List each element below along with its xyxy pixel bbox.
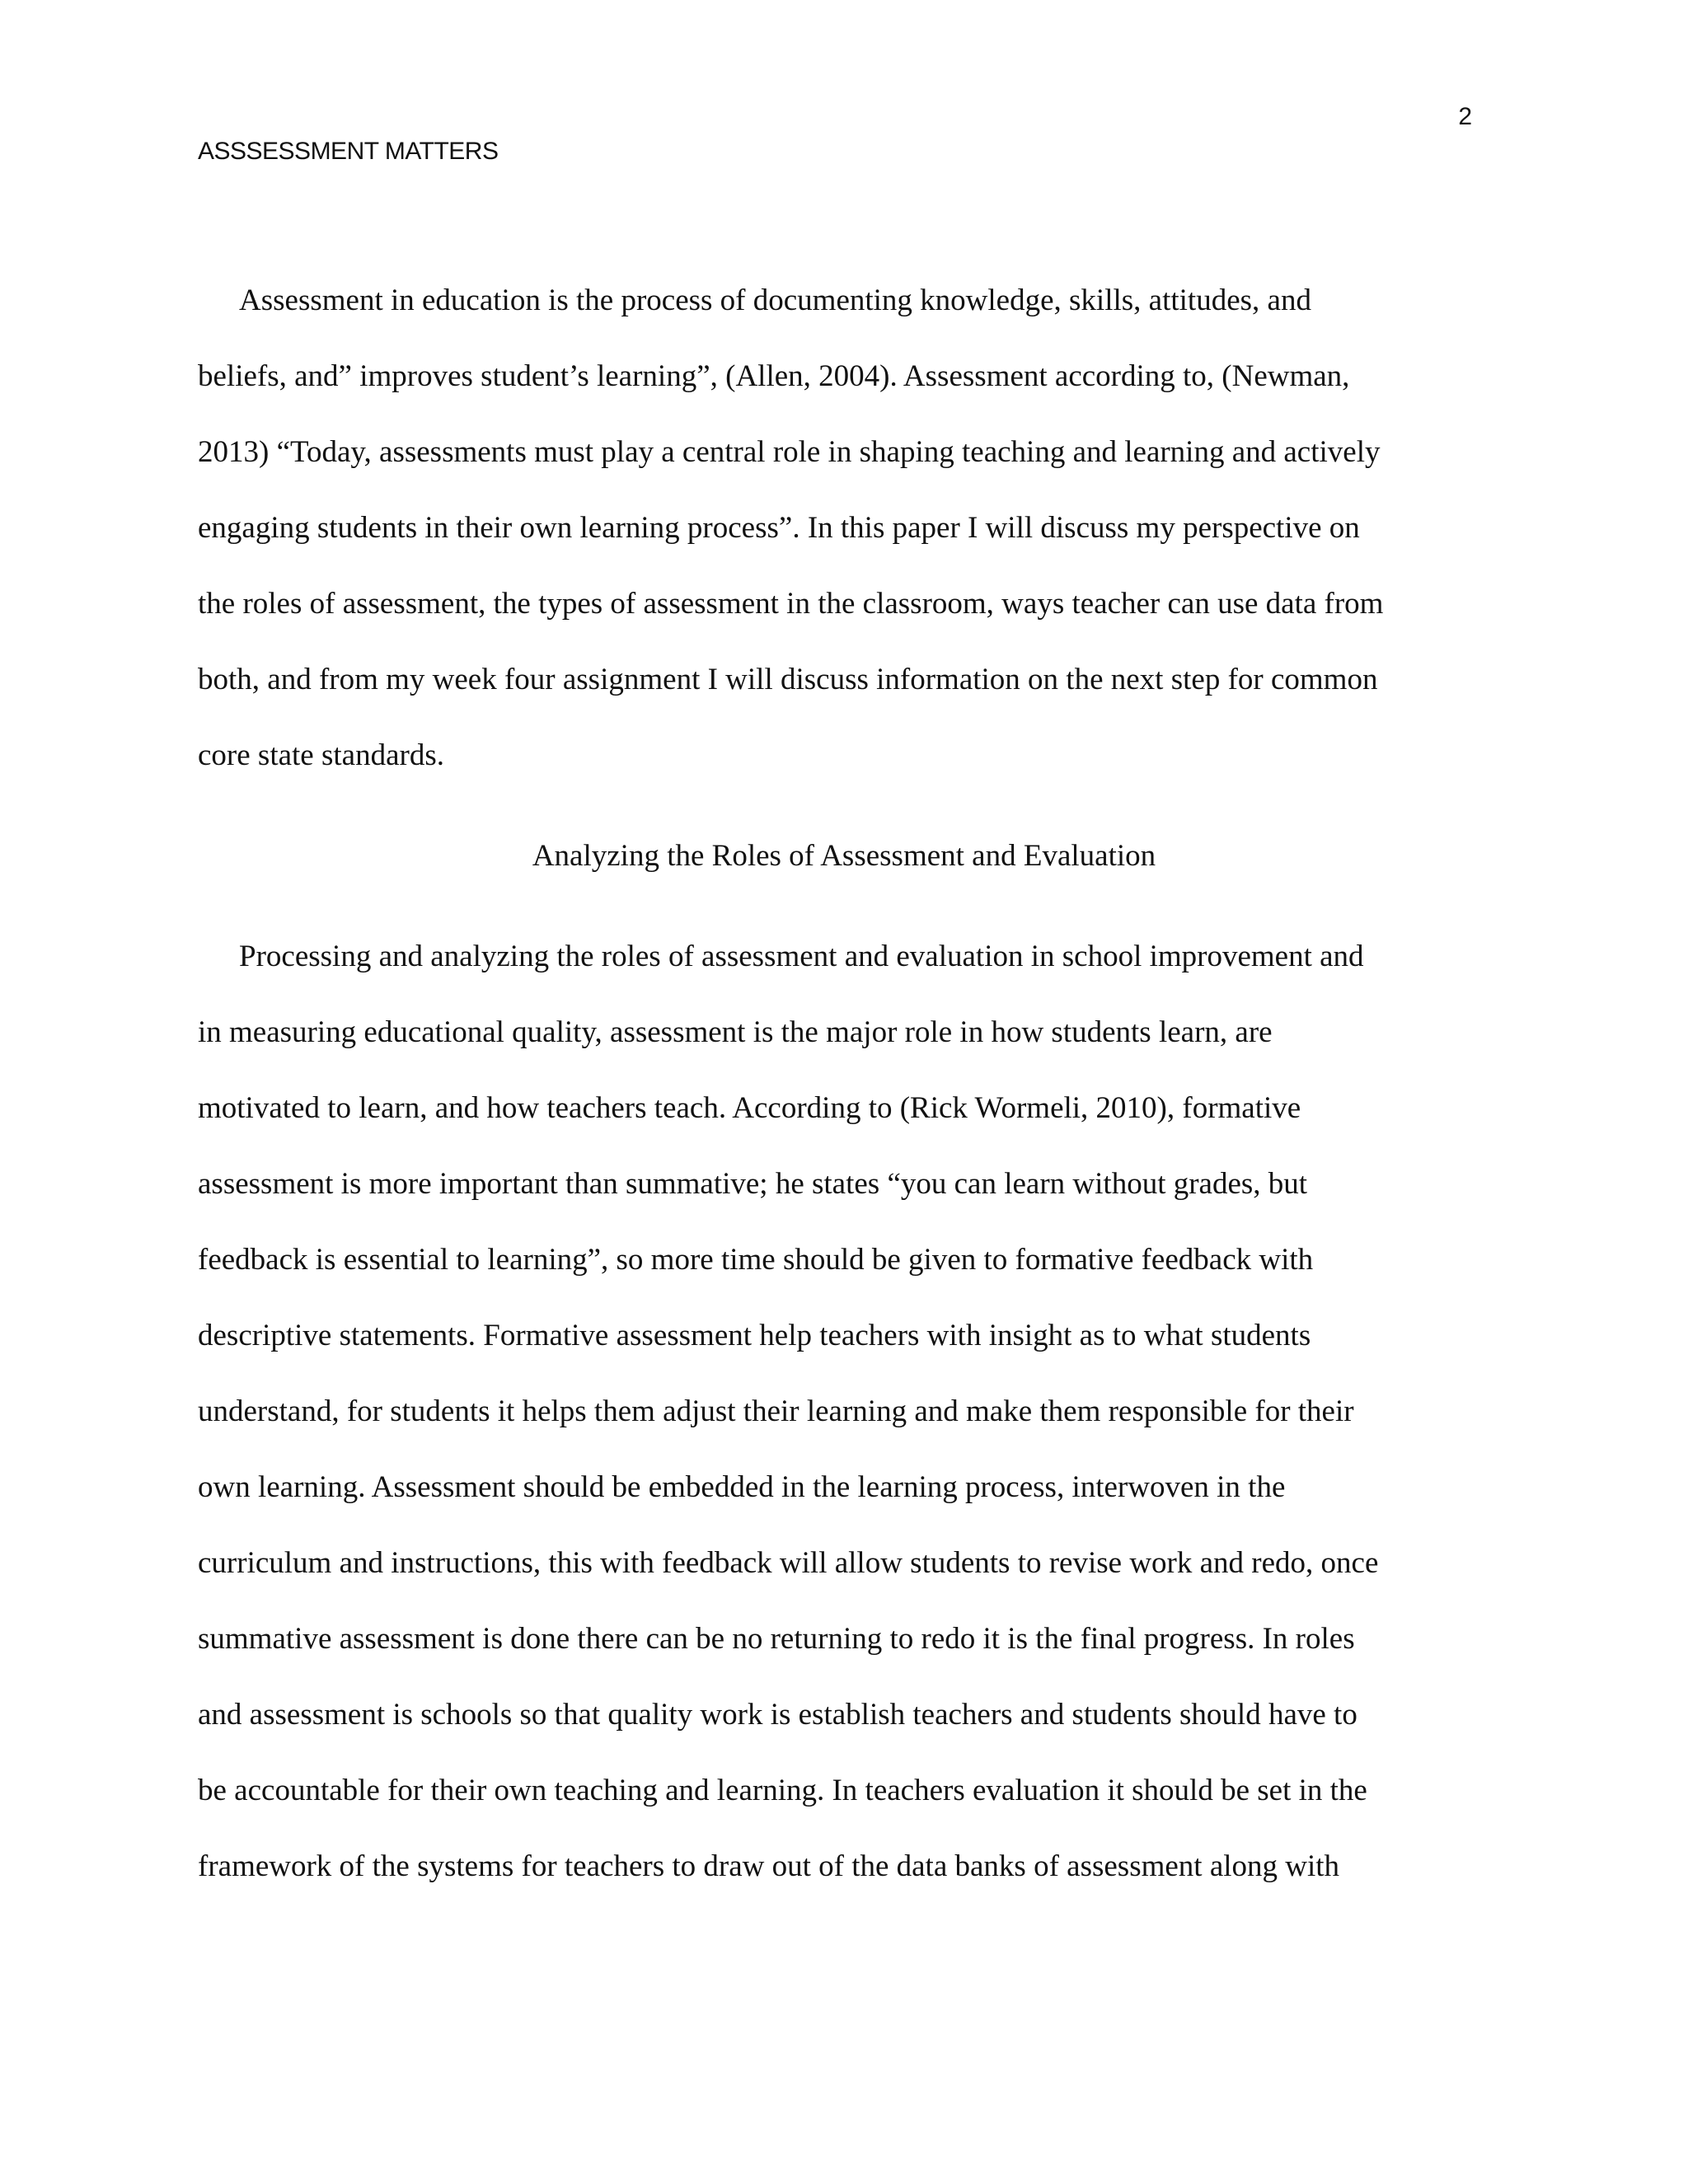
paragraph-2-line: in measuring educational quality, assessment is the major role in how students learn, are <box>198 1015 1273 1049</box>
paragraph-2-line: motivated to learn, and how teachers teach. According to (Rick Wormeli, 2010), formative <box>198 1091 1301 1125</box>
paragraph-2-line: understand, for students it helps them adjust their learning and make them responsible for their <box>198 1394 1354 1428</box>
paragraph-2-line: descriptive statements. Formative assessment help teachers with insight as to what students <box>198 1319 1311 1352</box>
paragraph-1-line: Assessment in education is the process of documenting knowledge, skills, attitudes, and <box>239 284 1311 317</box>
paragraph-2-line: Processing and analyzing the roles of assessment and evaluation in school improvement and <box>239 940 1364 973</box>
section-heading: Analyzing the Roles of Assessment and Evaluation <box>532 839 1156 873</box>
page-number: 2 <box>1458 103 1472 130</box>
paragraph-2-line: feedback is essential to learning”, so more time should be given to formative feedback with <box>198 1243 1314 1277</box>
running-head: ASSSESSMENT MATTERS <box>198 138 499 165</box>
paragraph-2-line: own learning. Assessment should be embedded in the learning process, interwoven in the <box>198 1470 1286 1504</box>
paragraph-2-line: and assessment is schools so that quality work is establish teachers and students should have to <box>198 1698 1357 1732</box>
paragraph-1-line: 2013) “Today, assessments must play a central role in shaping teaching and learning and actively <box>198 435 1381 469</box>
paragraph-2-line: curriculum and instructions, this with feedback will allow students to revise work and redo, once <box>198 1546 1379 1580</box>
paragraph-1-line: engaging students in their own learning process”. In this paper I will discuss my perspective on <box>198 511 1360 545</box>
paragraph-1-line: beliefs, and” improves student’s learning”, (Allen, 2004). Assessment according to, (Newman, <box>198 359 1350 393</box>
paragraph-2-line: be accountable for their own teaching and learning. In teachers evaluation it should be set in the <box>198 1774 1367 1807</box>
paragraph-1-line: core state standards. <box>198 738 444 772</box>
paragraph-1-line: both, and from my week four assignment I will discuss information on the next step for common <box>198 663 1378 696</box>
paragraph-2-line: assessment is more important than summative; he states “you can learn without grades, but <box>198 1167 1308 1201</box>
paragraph-2-line: framework of the systems for teachers to draw out of the data banks of assessment along with <box>198 1849 1340 1883</box>
paragraph-2-line: summative assessment is done there can be no returning to redo it is the final progress. In roles <box>198 1622 1355 1656</box>
paragraph-1-line: the roles of assessment, the types of assessment in the classroom, ways teacher can use data from <box>198 587 1384 621</box>
